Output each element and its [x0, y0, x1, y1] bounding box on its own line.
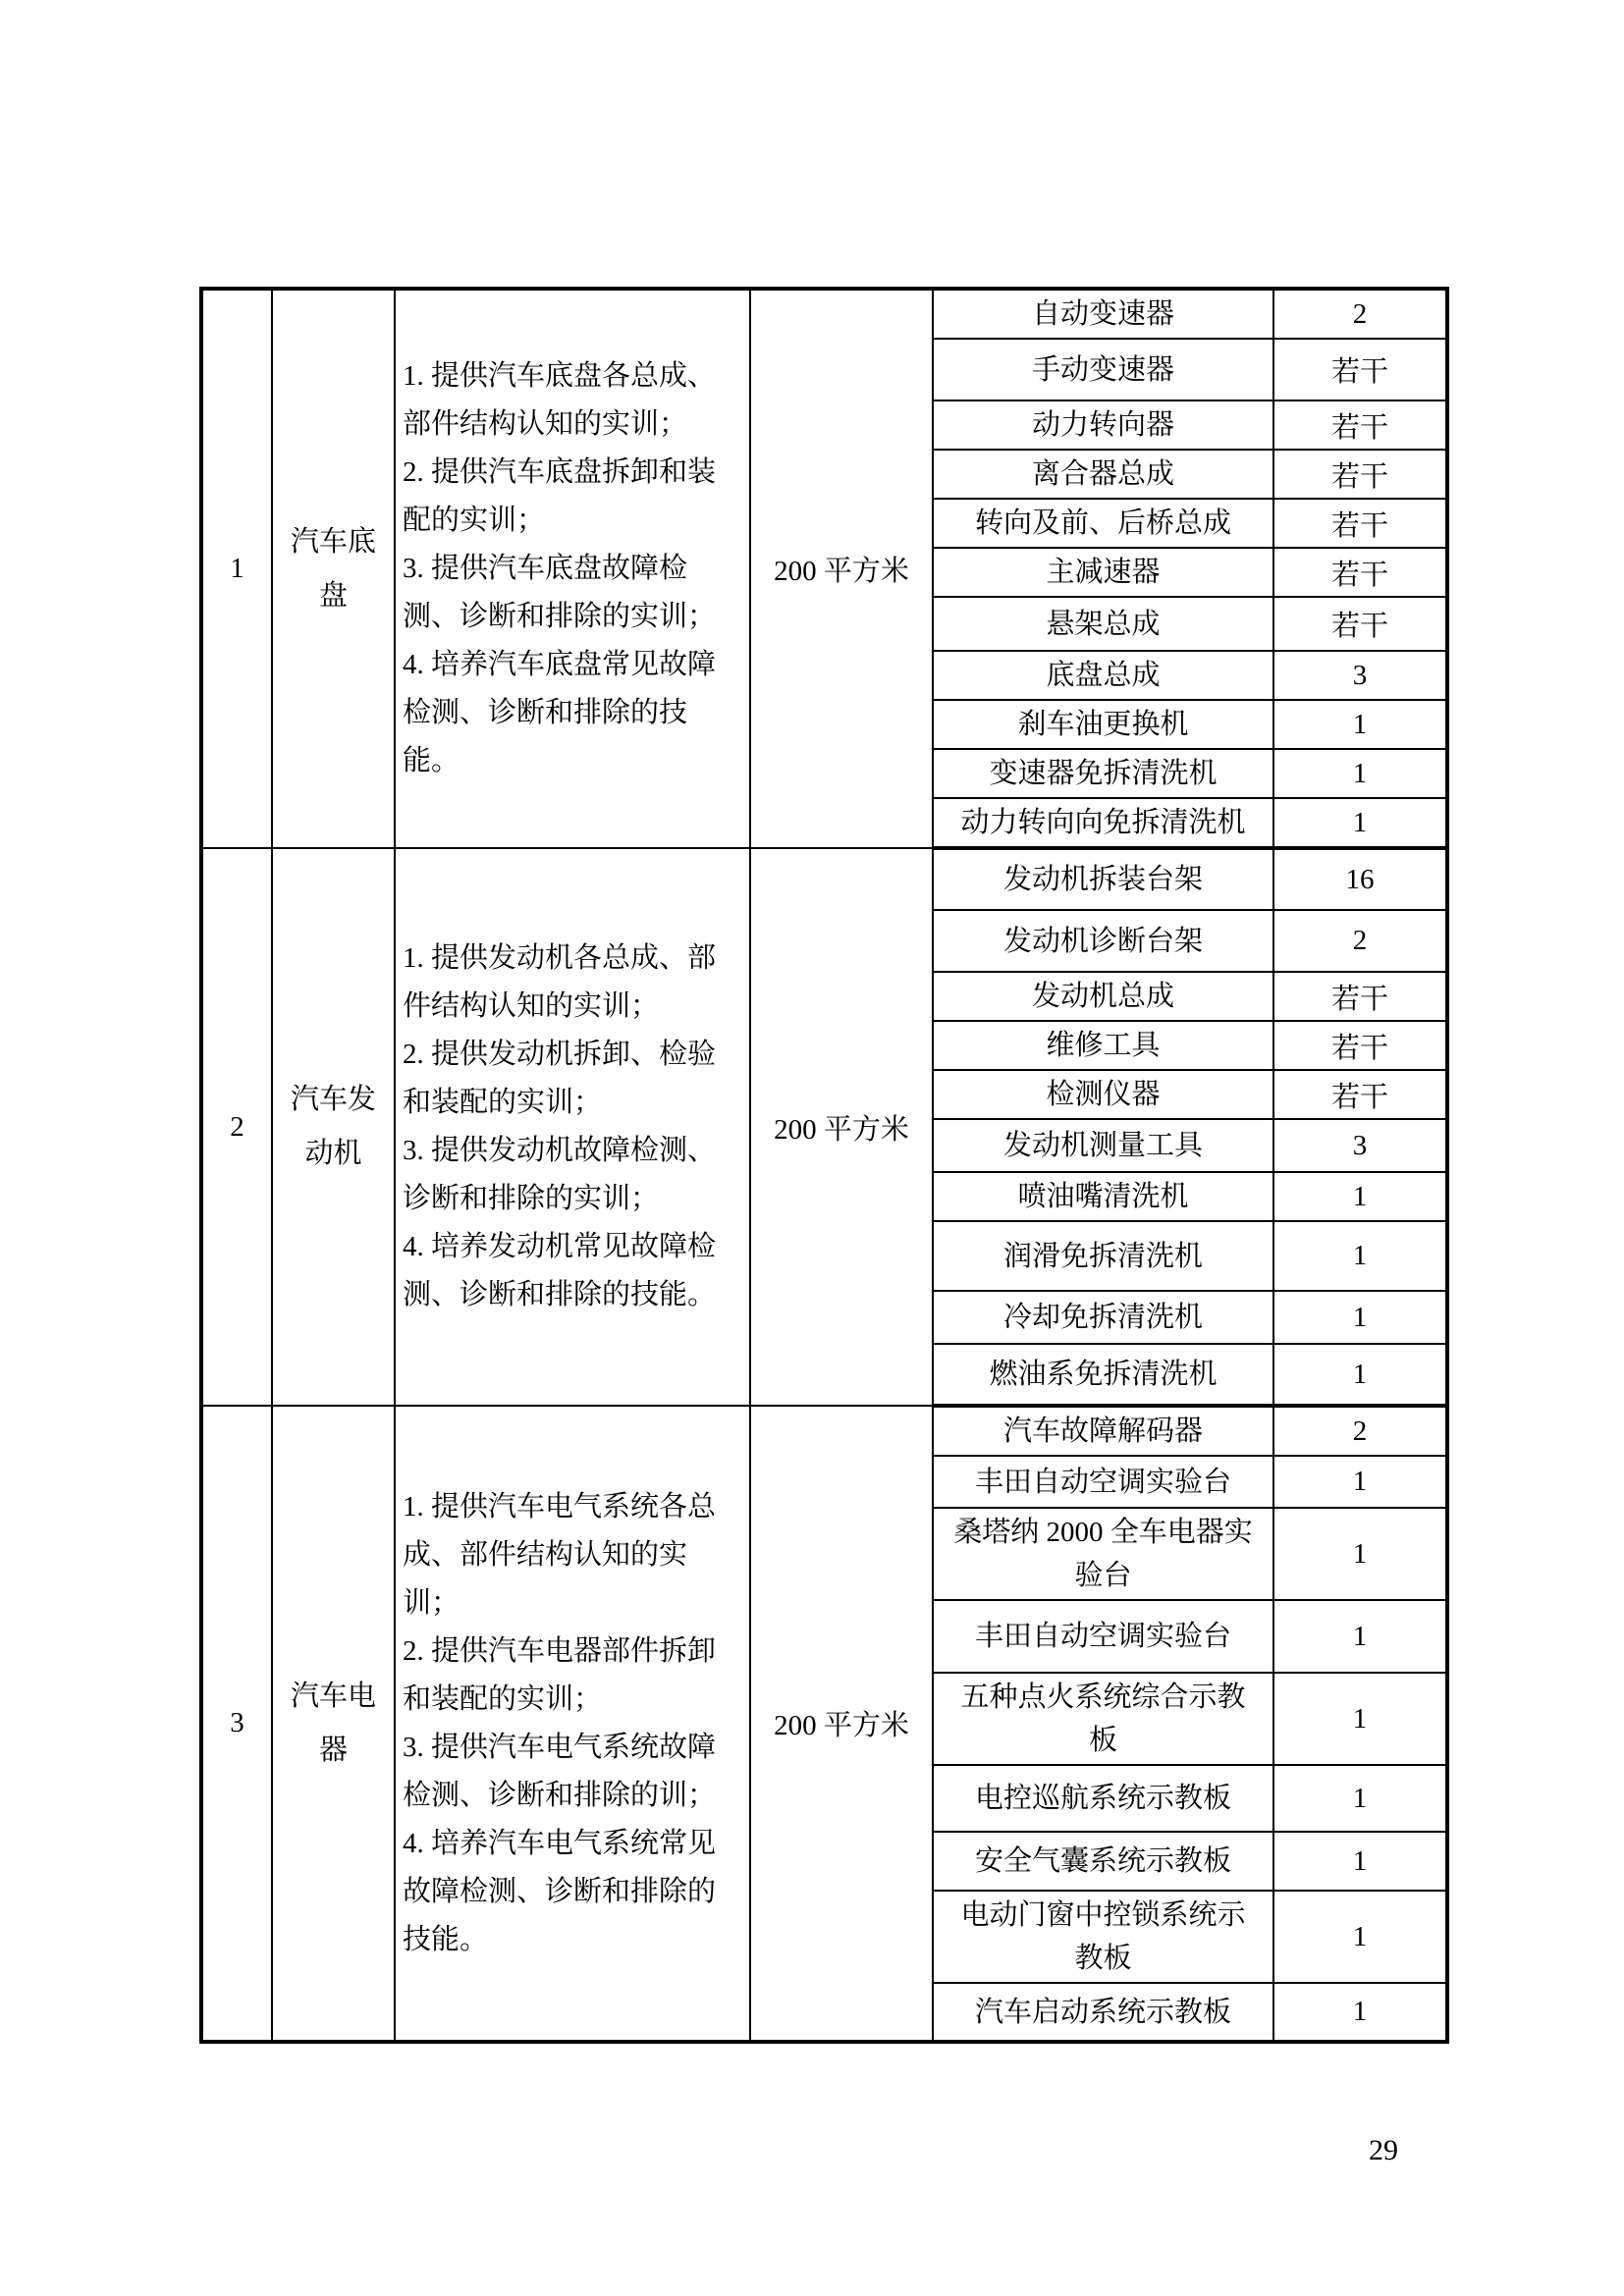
equipment-quantity-cell: 1 [1273, 1983, 1447, 2042]
equipment-name-cell: 燃油系免拆清洗机 [933, 1344, 1273, 1406]
training-room-equipment-table [199, 287, 1449, 2044]
equipment-name-cell: 冷却免拆清洗机 [933, 1291, 1273, 1344]
equipment-quantity-cell: 若干 [1273, 499, 1447, 548]
table-row [201, 1406, 1447, 1456]
equipment-quantity-cell: 1 [1273, 1765, 1447, 1832]
function-description-cell [395, 289, 750, 848]
equipment-name-cell: 手动变速器 [933, 339, 1273, 400]
equipment-name-cell: 润滑免拆清洗机 [933, 1221, 1273, 1291]
sequence-number-cell: 1 [201, 289, 272, 848]
equipment-quantity-cell: 若干 [1273, 972, 1447, 1021]
equipment-quantity-cell: 若干 [1273, 548, 1447, 597]
equipment-quantity-cell: 若干 [1273, 450, 1447, 499]
equipment-name-cell: 喷油嘴清洗机 [933, 1172, 1273, 1221]
equipment-quantity-cell: 1 [1273, 1832, 1447, 1891]
objective-line: 1. 提供汽车电气系统各总成、部件结构认知的实训； [403, 1490, 717, 1619]
function-description-cell [395, 848, 750, 1406]
sequence-number-cell: 3 [201, 1406, 272, 2042]
equipment-quantity-cell: 1 [1273, 1456, 1447, 1508]
equipment-name-cell: 悬架总成 [933, 597, 1273, 651]
equipment-quantity-cell: 1 [1273, 749, 1447, 798]
equipment-quantity-cell: 若干 [1273, 400, 1447, 450]
equipment-quantity-cell: 3 [1273, 1119, 1447, 1172]
equipment-quantity-cell: 若干 [1273, 1070, 1447, 1119]
equipment-name-cell: 离合器总成 [933, 450, 1273, 499]
objective-line: 4. 培养发动机常见故障检测、诊断和排除的技能。 [403, 1231, 717, 1310]
equipment-quantity-cell: 2 [1273, 289, 1447, 339]
equipment-name-cell: 底盘总成 [933, 651, 1273, 700]
equipment-quantity-cell: 3 [1273, 651, 1447, 700]
objective-line: 3. 提供汽车底盘故障检测、诊断和排除的实训； [403, 553, 717, 632]
equipment-name-cell: 主减速器 [933, 548, 1273, 597]
table-row [201, 289, 1447, 339]
equipment-quantity-cell: 1 [1273, 798, 1447, 848]
objective-line: 3. 提供汽车电气系统故障检测、诊断和排除的训； [403, 1731, 717, 1811]
room-name-cell: 汽车电器 [272, 1406, 395, 2042]
equipment-name-cell: 桑塔纳 2000 全车电器实验台 [933, 1508, 1273, 1600]
area-cell: 200 平方米 [750, 848, 933, 1406]
equipment-name-cell: 自动变速器 [933, 289, 1273, 339]
equipment-name-cell: 动力转向向免拆清洗机 [933, 798, 1273, 848]
area-cell: 200 平方米 [750, 289, 933, 848]
equipment-name-cell: 维修工具 [933, 1021, 1273, 1070]
equipment-quantity-cell: 2 [1273, 910, 1447, 972]
equipment-quantity-cell: 1 [1273, 1600, 1447, 1673]
objective-line: 2. 提供汽车电器部件拆卸和装配的实训； [403, 1634, 717, 1715]
equipment-quantity-cell: 16 [1273, 848, 1447, 910]
equipment-name-cell: 转向及前、后桥总成 [933, 499, 1273, 548]
room-name-cell: 汽车底盘 [272, 289, 395, 848]
equipment-name-cell: 发动机诊断台架 [933, 910, 1273, 972]
area-cell: 200 平方米 [750, 1406, 933, 2042]
equipment-name-cell: 安全气囊系统示教板 [933, 1832, 1273, 1891]
objective-line: 2. 提供汽车底盘拆卸和装配的实训； [403, 456, 717, 536]
equipment-quantity-cell: 1 [1273, 1344, 1447, 1406]
room-name-cell: 汽车发动机 [272, 848, 395, 1406]
sequence-number-cell: 2 [201, 848, 272, 1406]
equipment-quantity-cell: 若干 [1273, 1021, 1447, 1070]
equipment-quantity-cell: 1 [1273, 1508, 1447, 1600]
equipment-quantity-cell: 1 [1273, 1172, 1447, 1221]
objective-line: 3. 提供发动机故障检测、诊断和排除的实训； [403, 1135, 717, 1214]
equipment-quantity-cell: 若干 [1273, 597, 1447, 651]
objective-line: 2. 提供发动机拆卸、检验和装配的实训； [403, 1039, 717, 1118]
equipment-quantity-cell: 1 [1273, 1291, 1447, 1344]
objective-line: 4. 培养汽车电气系统常见故障检测、诊断和排除的技能。 [403, 1827, 717, 1955]
equipment-name-cell: 电动门窗中控锁系统示教板 [933, 1891, 1273, 1983]
equipment-name-cell: 汽车启动系统示教板 [933, 1983, 1273, 2042]
equipment-name-cell: 五种点火系统综合示教板 [933, 1673, 1273, 1765]
objective-line: 4. 培养汽车底盘常见故障检测、诊断和排除的技能。 [403, 649, 717, 776]
equipment-name-cell: 刹车油更换机 [933, 700, 1273, 749]
equipment-name-cell: 发动机测量工具 [933, 1119, 1273, 1172]
equipment-name-cell: 电控巡航系统示教板 [933, 1765, 1273, 1832]
objective-line: 1. 提供发动机各总成、部件结构认知的实训； [403, 942, 717, 1022]
table-row [201, 848, 1447, 910]
equipment-quantity-cell: 2 [1273, 1406, 1447, 1456]
equipment-quantity-cell: 1 [1273, 1673, 1447, 1765]
equipment-name-cell: 发动机总成 [933, 972, 1273, 1021]
equipment-name-cell: 检测仪器 [933, 1070, 1273, 1119]
equipment-name-cell: 丰田自动空调实验台 [933, 1600, 1273, 1673]
objective-line: 1. 提供汽车底盘各总成、部件结构认知的实训； [403, 360, 717, 440]
page-number: 29 [1369, 2134, 1398, 2166]
equipment-quantity-cell: 1 [1273, 700, 1447, 749]
function-description-cell [395, 1406, 750, 2042]
equipment-quantity-cell: 若干 [1273, 339, 1447, 400]
equipment-name-cell: 发动机拆装台架 [933, 848, 1273, 910]
equipment-name-cell: 变速器免拆清洗机 [933, 749, 1273, 798]
equipment-quantity-cell: 1 [1273, 1891, 1447, 1983]
equipment-name-cell: 汽车故障解码器 [933, 1406, 1273, 1456]
equipment-quantity-cell: 1 [1273, 1221, 1447, 1291]
equipment-name-cell: 动力转向器 [933, 400, 1273, 450]
equipment-name-cell: 丰田自动空调实验台 [933, 1456, 1273, 1508]
